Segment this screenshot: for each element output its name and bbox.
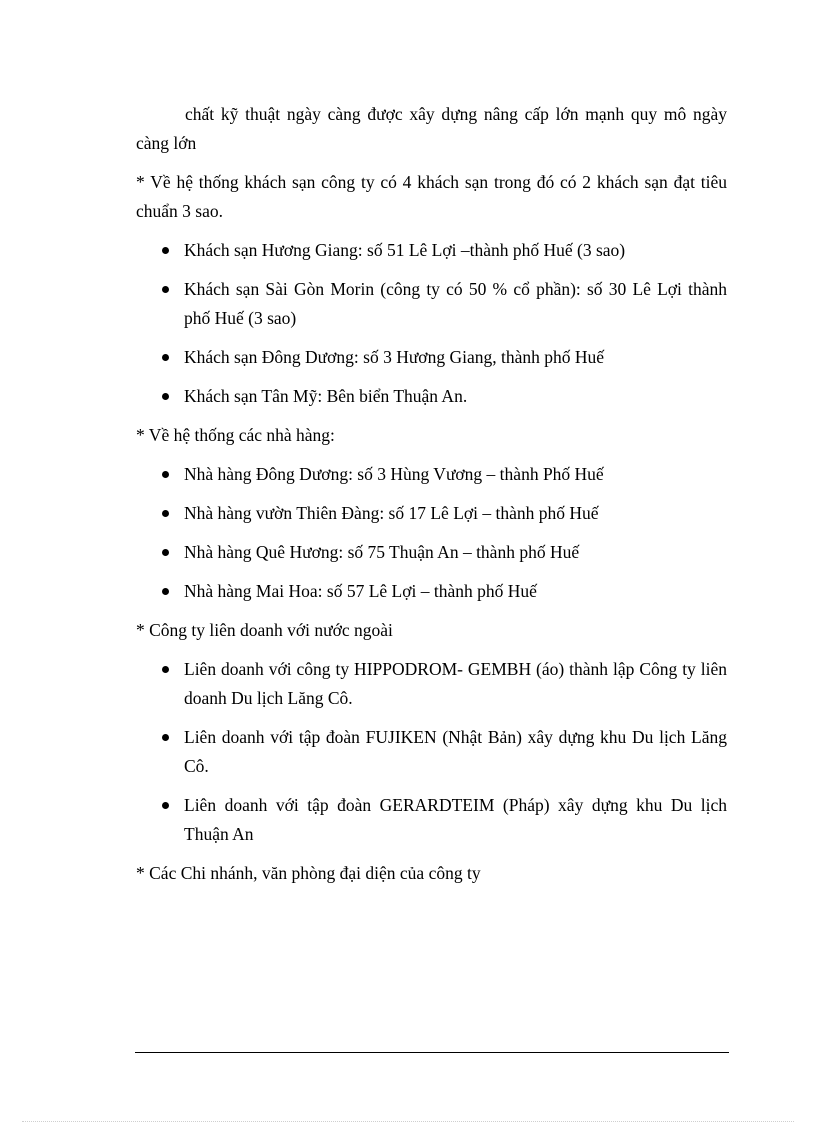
list-item: Khách sạn Sài Gòn Morin (công ty có 50 % cổ phần): số 30 Lê Lợi thành phố Huế (3 sao): [136, 275, 727, 333]
section-heading-restaurants: * Về hệ thống các nhà hàng:: [136, 425, 335, 445]
list-item: Nhà hàng Đông Dương: số 3 Hùng Vương – thành Phố Huế: [136, 460, 727, 489]
footer-rule: [135, 1052, 729, 1053]
bullet-icon: [162, 588, 169, 595]
section-heading-branches: * Các Chi nhánh, văn phòng đại diện của công ty: [136, 863, 481, 883]
bullet-icon: [162, 802, 169, 809]
bullet-icon: [162, 734, 169, 741]
hotel-list: [136, 236, 727, 411]
joint-venture-list: [136, 655, 727, 849]
bullet-icon: [162, 510, 169, 517]
bullet-icon: [162, 666, 169, 673]
section-heading-joint-ventures: * Công ty liên doanh với nước ngoài: [136, 620, 393, 640]
bullet-icon: [162, 393, 169, 400]
bullet-icon: [162, 354, 169, 361]
list-item: Khách sạn Tân Mỹ: Bên biển Thuận An.: [136, 382, 727, 411]
list-item: Nhà hàng Mai Hoa: số 57 Lê Lợi – thành phố Huế: [136, 577, 727, 606]
document-page: [136, 100, 727, 888]
list-item: Nhà hàng Quê Hương: số 75 Thuận An – thành phố Huế: [136, 538, 727, 567]
intro-paragraph: chất kỹ thuật ngày càng được xây dựng nâng cấp lớn mạnh quy mô ngày càng lớn: [136, 104, 727, 153]
list-item: Khách sạn Đông Dương: số 3 Hương Giang, thành phố Huế: [136, 343, 727, 372]
list-item: Liên doanh với tập đoàn FUJIKEN (Nhật Bản) xây dựng khu Du lịch Lăng Cô.: [136, 723, 727, 781]
bullet-icon: [162, 286, 169, 293]
restaurant-list: [136, 460, 727, 606]
bullet-icon: [162, 471, 169, 478]
list-item: Liên doanh với tập đoàn GERARDTEIM (Pháp) xây dựng khu Du lịch Thuận An: [136, 791, 727, 849]
list-item: Liên doanh với công ty HIPPODROM- GEMBH (áo) thành lập Công ty liên doanh Du lịch Lăng Cô.: [136, 655, 727, 713]
list-item: Khách sạn Hương Giang: số 51 Lê Lợi –thành phố Huế (3 sao): [136, 236, 727, 265]
bullet-icon: [162, 247, 169, 254]
list-item: Nhà hàng vườn Thiên Đàng: số 17 Lê Lợi – thành phố Huế: [136, 499, 727, 528]
section-heading-hotels: * Về hệ thống khách sạn công ty có 4 khách sạn trong đó có 2 khách sạn đạt tiêu chuẩn 3 sao.: [136, 172, 727, 221]
page-edge-divider: [22, 1121, 794, 1122]
bullet-icon: [162, 549, 169, 556]
